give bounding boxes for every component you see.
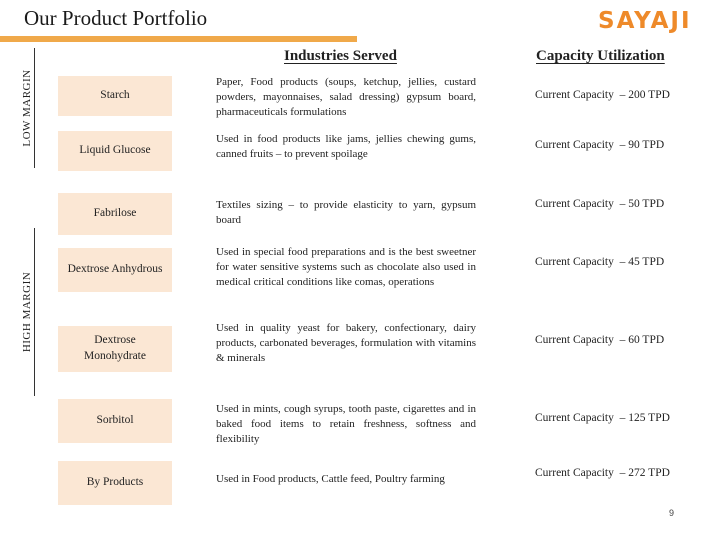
- sayaji-logo: SAYAJI: [598, 8, 692, 34]
- capacity-text-dextrose-anhydrous: Current Capacity – 45 TPD: [535, 256, 665, 268]
- product-box-fabrilose: Fabrilose: [58, 193, 172, 235]
- industries-text-starch: Paper, Food products (soups, ketchup, jellies, custard powders, mayonnaises, salad dressing) gypsum board, pharmaceuticals formulations: [216, 76, 476, 118]
- high-margin-bracket: [20, 228, 35, 396]
- industries-text-dextrose-monohydrate: Used in quality yeast for bakery, confectionary, dairy products, carbonated beverages, formulation with vitamins & minerals: [216, 322, 476, 364]
- industries-text-sorbitol: Used in mints, cough syrups, tooth paste, cigarettes and in baked food items to retain freshness, softness and flexibility: [216, 403, 476, 445]
- low-margin-label: LOW MARGIN: [21, 69, 33, 147]
- high-margin-label: HIGH MARGIN: [21, 271, 33, 353]
- low-margin-bracket: [20, 48, 35, 168]
- industries-text-dextrose-anhydrous: Used in special food preparations and is the best sweetner for water sensitive systems such as chocolate also used in medical critical conditions like comas, operations: [216, 246, 476, 288]
- title-accent-bar: [0, 36, 357, 42]
- product-box-dextrose-monohydrate: Dextrose Monohydrate: [58, 326, 172, 372]
- product-box-dextrose-anhydrous: Dextrose Anhydrous: [58, 248, 172, 292]
- capacity-text-dextrose-monohydrate: Current Capacity – 60 TPD: [535, 334, 665, 346]
- product-box-starch: Starch: [58, 76, 172, 116]
- industries-served-header: Industries Served: [284, 48, 397, 64]
- capacity-utilization-header: Capacity Utilization: [536, 48, 665, 64]
- capacity-text-liquid-glucose: Current Capacity – 90 TPD: [535, 139, 665, 151]
- capacity-text-by-products: Current Capacity – 272 TPD: [535, 467, 670, 479]
- slide-title: Our Product Portfolio: [24, 6, 208, 30]
- capacity-text-sorbitol: Current Capacity – 125 TPD: [535, 412, 670, 424]
- industries-text-by-products: Used in Food products, Cattle feed, Poultry farming: [216, 473, 445, 485]
- capacity-text-starch: Current Capacity – 200 TPD: [535, 89, 670, 101]
- product-box-liquid-glucose: Liquid Glucose: [58, 131, 172, 171]
- product-box-by-products: By Products: [58, 461, 172, 505]
- industries-text-fabrilose: Textiles sizing – to provide elasticity to yarn, gypsum board: [216, 199, 476, 226]
- page-number: 9: [669, 508, 675, 518]
- capacity-text-fabrilose: Current Capacity – 50 TPD: [535, 198, 665, 210]
- product-box-sorbitol: Sorbitol: [58, 399, 172, 443]
- industries-text-liquid-glucose: Used in food products like jams, jellies chewing gums, canned fruits – to prevent spoilage: [216, 133, 476, 160]
